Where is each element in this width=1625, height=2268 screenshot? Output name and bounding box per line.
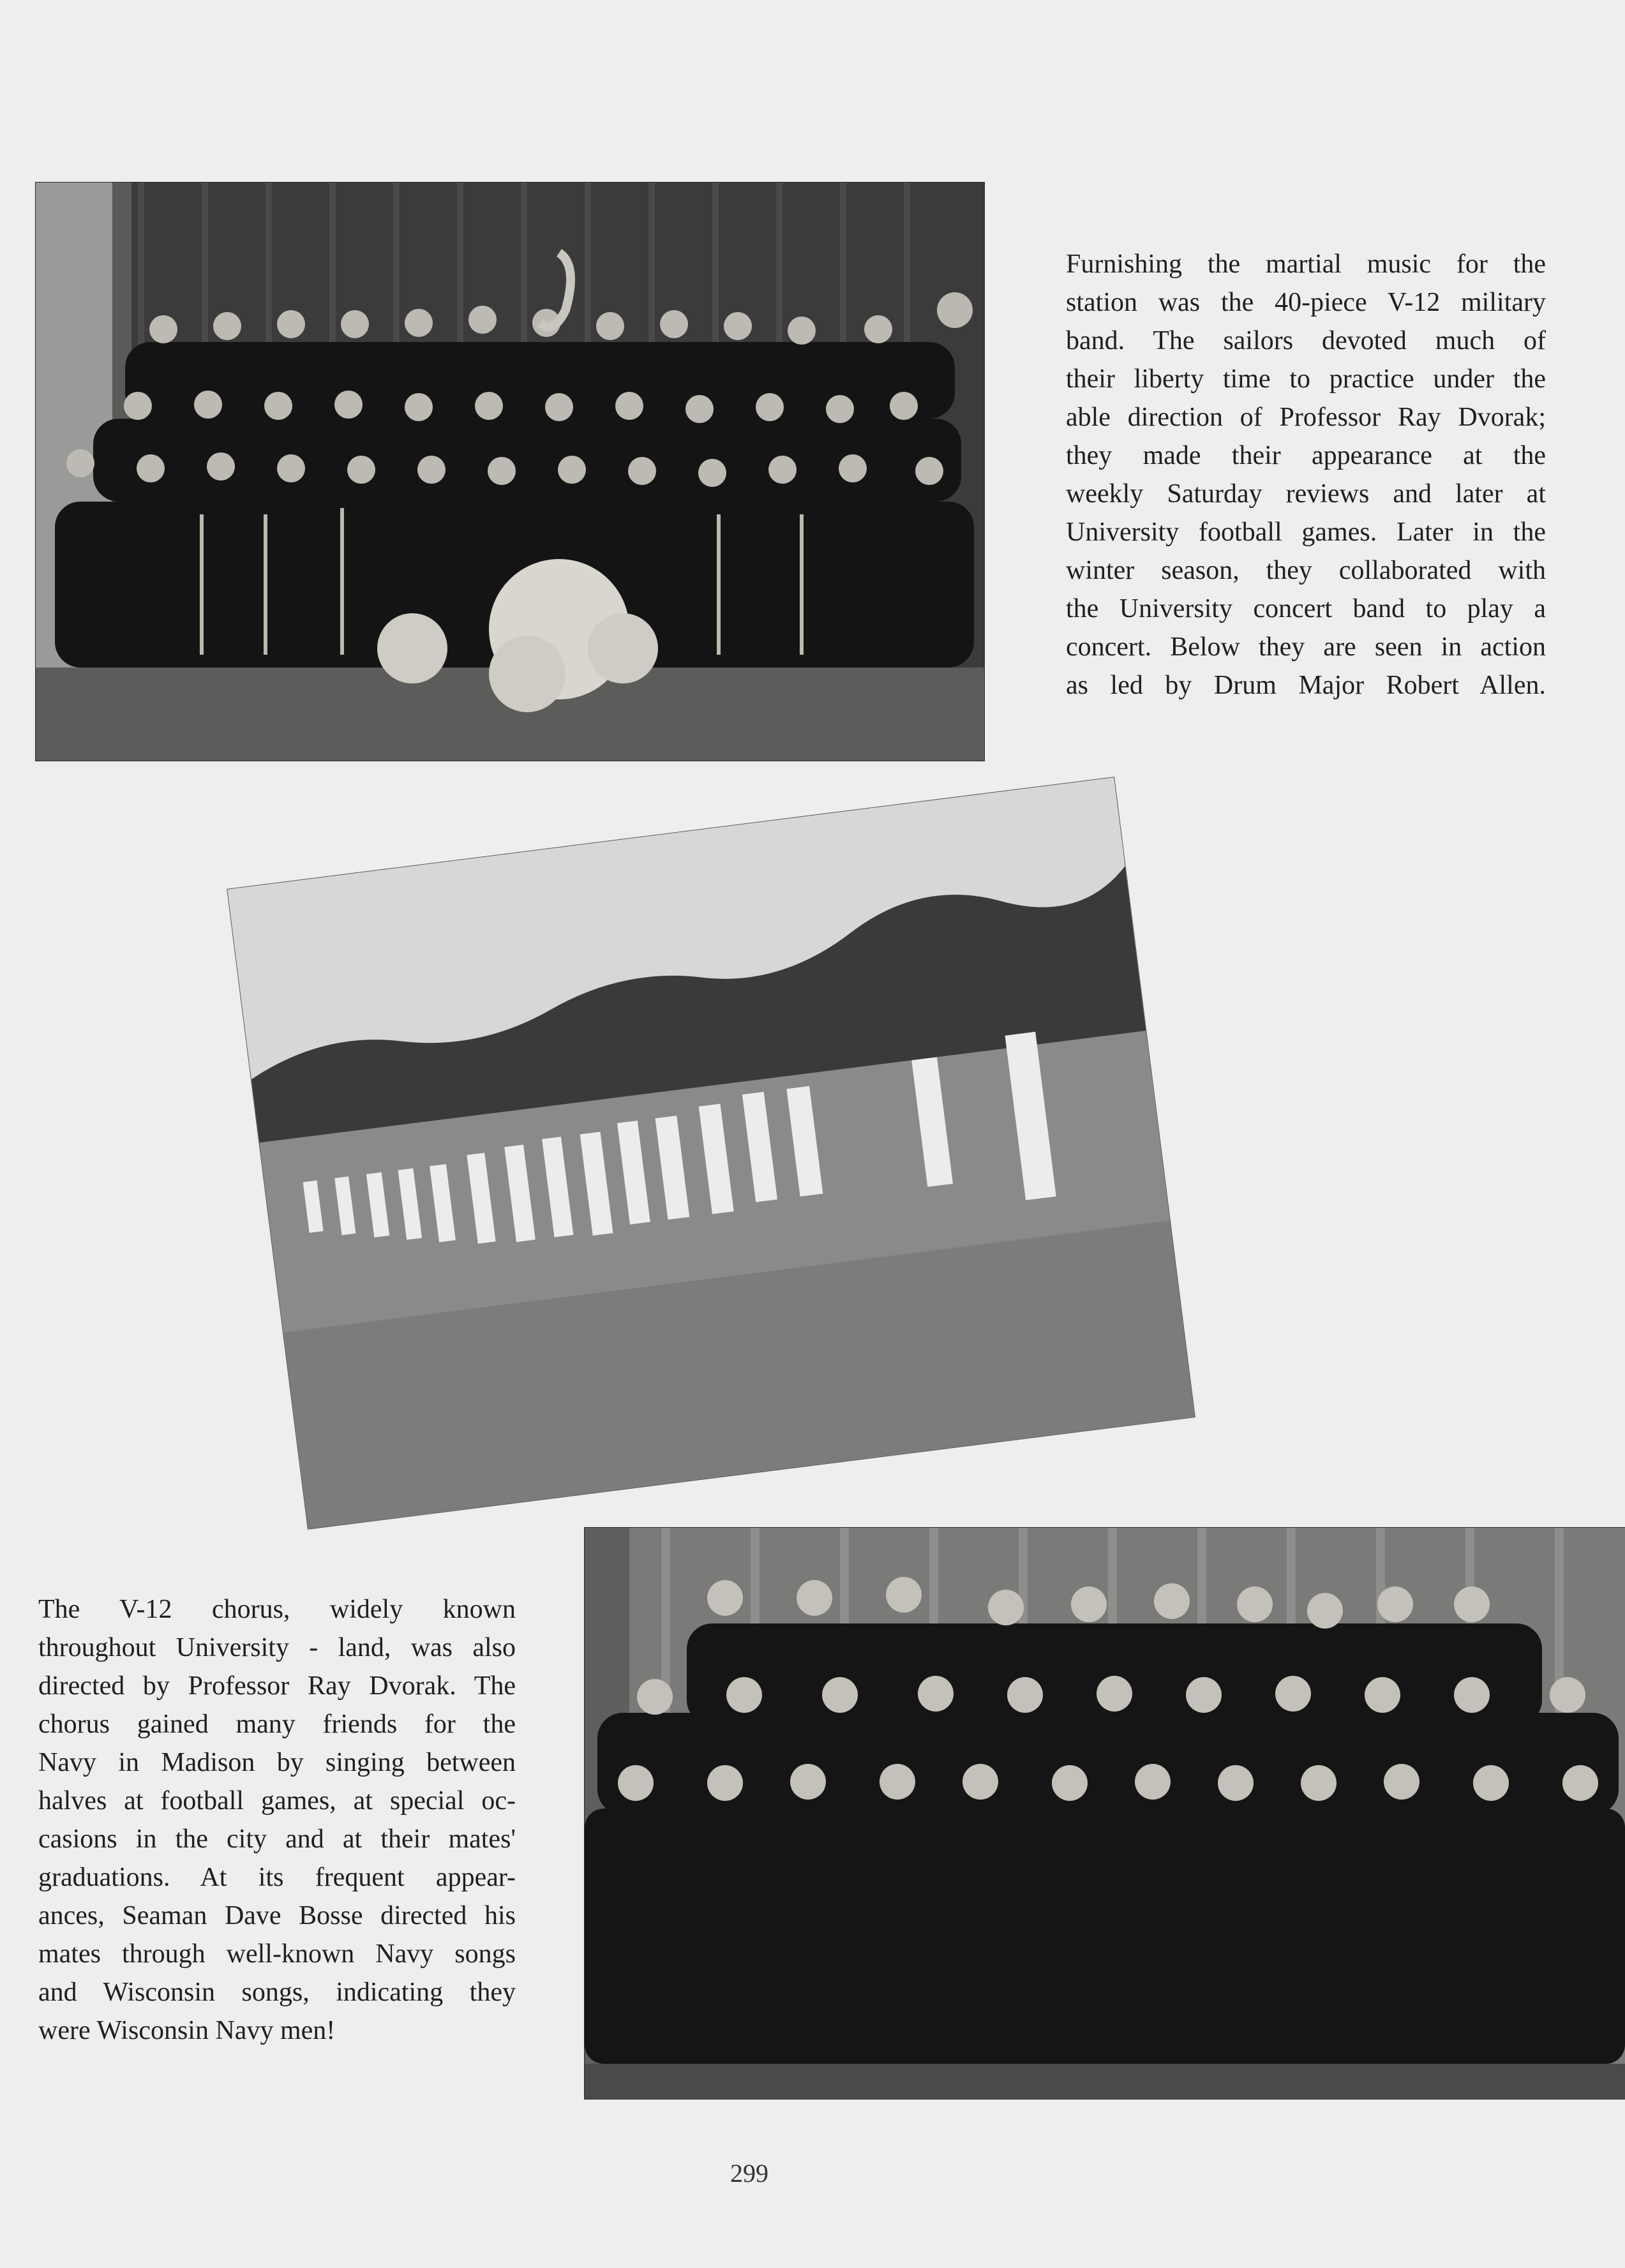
band-group-photo [36,183,984,761]
marching-band-photo [227,777,1195,1529]
marching-photo-frame [227,777,1195,1529]
chorus-group-photo [585,1528,1625,2099]
band-photo-image [36,183,984,761]
caption-line: they made their appearance at the [1066,441,1546,470]
caption-line: their liberty time to practice under the [1066,364,1546,394]
caption-line: halves at football games, at special oc- [38,1786,516,1816]
caption-line: The V-12 chorus, widely known [38,1595,516,1624]
caption-line: mates through well-known Navy songs [38,1939,516,1969]
band-caption [1066,245,1546,705]
caption-line: as led by Drum Major Robert Allen. [1066,671,1546,700]
chorus-caption [38,1590,516,2050]
caption-line: concert. Below they are seen in action [1066,632,1546,662]
caption-line: able direction of Professor Ray Dvorak; [1066,403,1546,432]
caption-line: casions in the city and at their mates' [38,1824,516,1854]
caption-line: Navy in Madison by singing between [38,1748,516,1777]
caption-line: directed by Professor Ray Dvorak. The [38,1671,516,1701]
caption-line: band. The sailors devoted much of [1066,326,1546,355]
caption-line: throughout University - land, was also [38,1633,516,1662]
chorus-photo-image [585,1528,1625,2099]
caption-line: winter season, they collaborated with [1066,556,1546,585]
march-photo-image [227,777,1195,1529]
page-number: 299 [730,2159,768,2188]
caption-line: station was the 40-piece V-12 military [1066,288,1546,317]
caption-line: ances, Seaman Dave Bosse directed his [38,1901,516,1930]
caption-line: the University concert band to play a [1066,594,1546,623]
caption-line: weekly Saturday reviews and later at [1066,479,1546,509]
caption-line: chorus gained many friends for the [38,1710,516,1739]
caption-line: were Wisconsin Navy men! [38,2016,336,2045]
caption-line: University football games. Later in the [1066,518,1546,547]
caption-line: Furnishing the martial music for the [1066,250,1546,279]
caption-line: and Wisconsin songs, indicating they [38,1978,516,2007]
caption-line: graduations. At its frequent appear- [38,1863,516,1892]
